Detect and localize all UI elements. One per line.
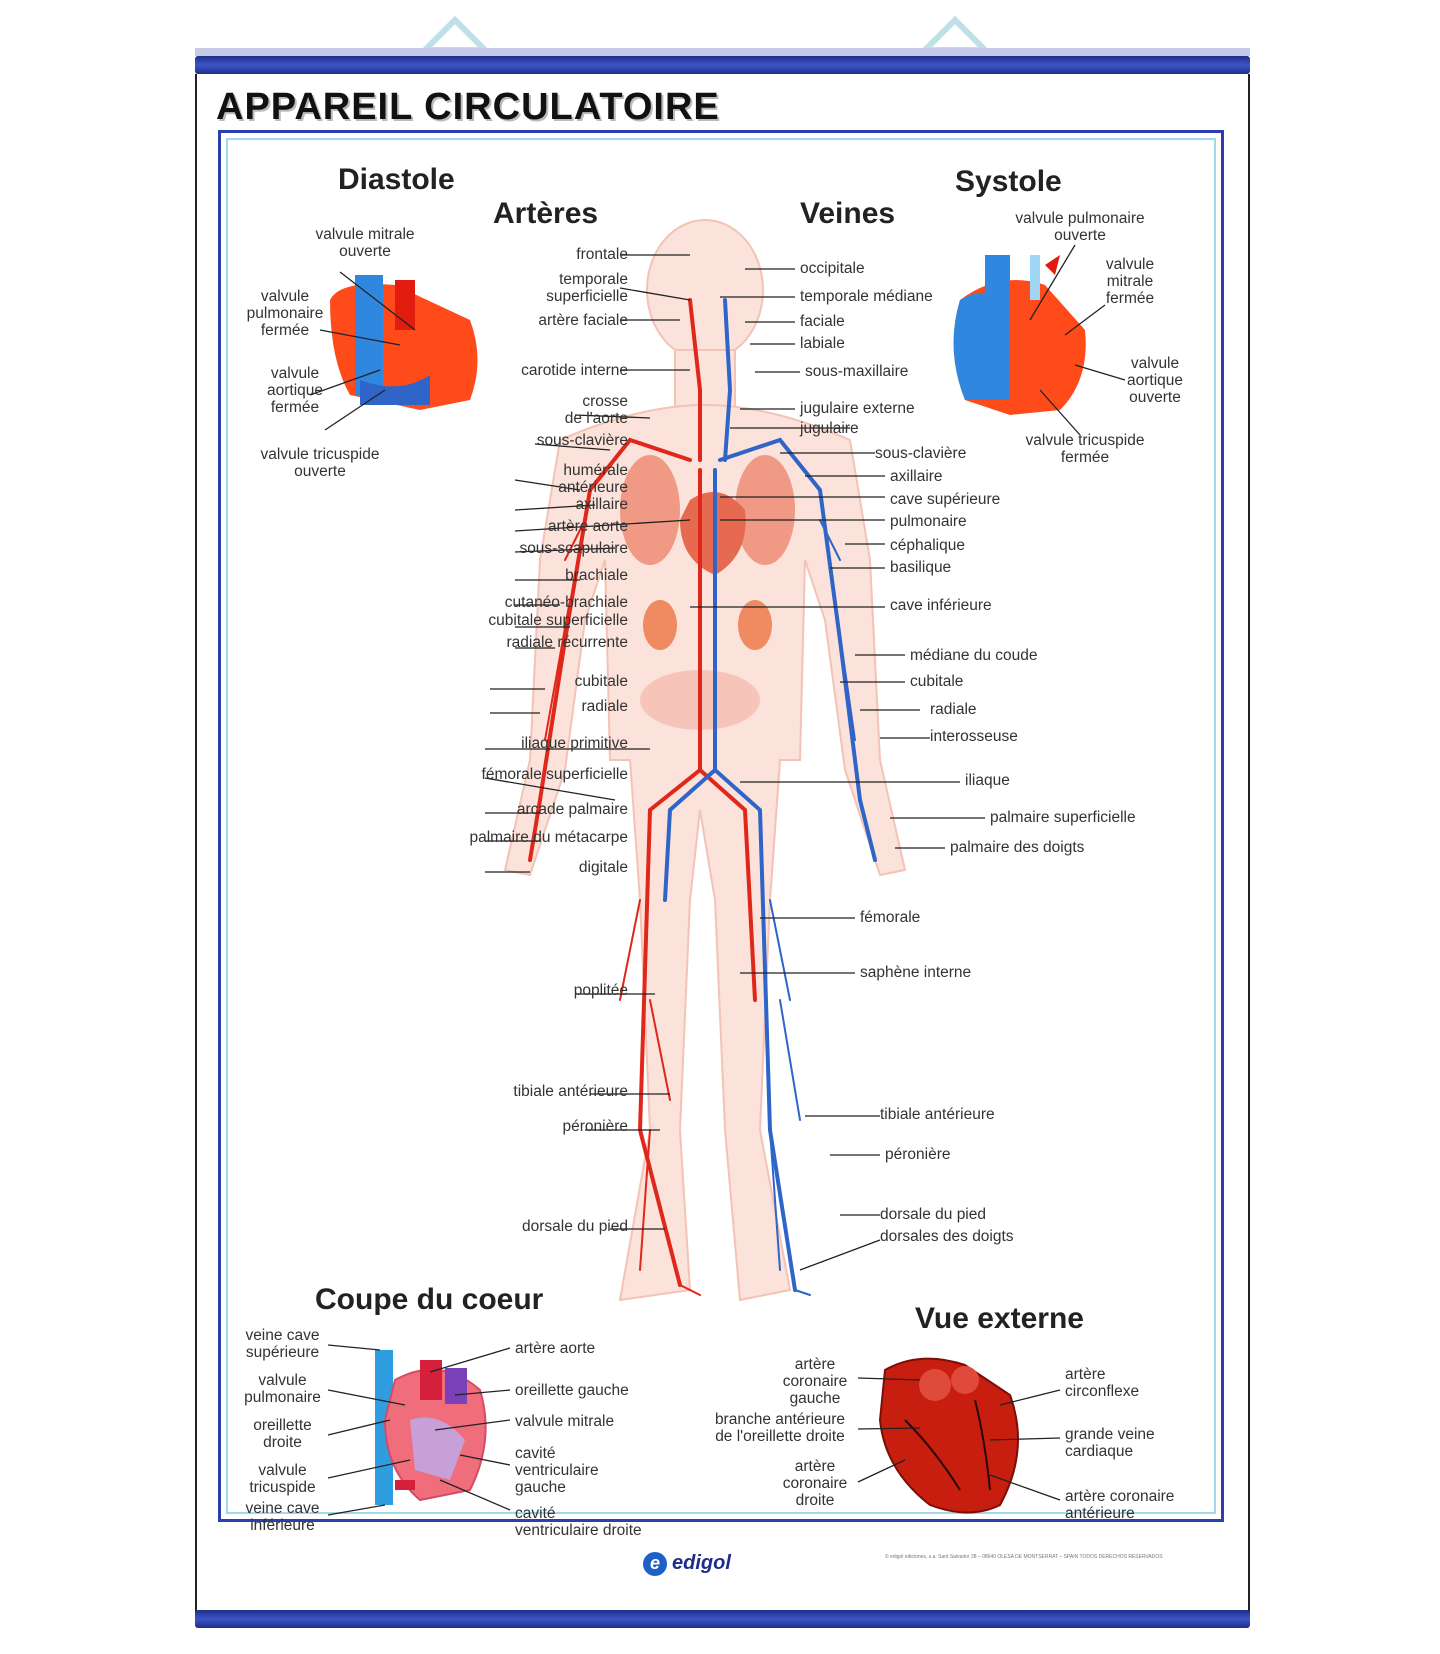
artery-labels-9: artère aorte bbox=[547, 518, 628, 535]
vue-right-2: grande veine cardiaque bbox=[1065, 1426, 1155, 1460]
vein-labels-17: radiale bbox=[930, 701, 977, 718]
artery-labels-8: axillaire bbox=[575, 496, 628, 513]
artery-labels-10: sous-scapulaire bbox=[519, 540, 628, 557]
artery-labels-21: digitale bbox=[578, 859, 628, 876]
artery-labels-15: cubitale bbox=[574, 673, 628, 690]
artery-labels-22: poplitée bbox=[573, 982, 628, 999]
section-diastole: Diastole bbox=[338, 163, 455, 196]
vue-right-3: artère coronaire antérieure bbox=[1065, 1488, 1175, 1522]
artery-labels-16: radiale bbox=[581, 698, 628, 715]
diastole-labels-1: valvule mitrale ouverte bbox=[315, 226, 415, 260]
section-veines: Veines bbox=[800, 197, 896, 230]
coupe-left-4: valvule tricuspide bbox=[249, 1462, 316, 1496]
vue-left-3: artère coronaire droite bbox=[782, 1458, 848, 1509]
vue-left-2: branche antérieure de l'oreillette droite bbox=[714, 1411, 846, 1445]
body-silhouette bbox=[505, 220, 905, 1300]
vein-labels-18: interosseuse bbox=[930, 728, 1018, 745]
systole-labels-3: valvule aortique ouverte bbox=[1126, 355, 1183, 406]
artery-labels-18: fémorale superficielle bbox=[481, 766, 628, 783]
vein-labels-3: faciale bbox=[800, 313, 845, 330]
section-vue: Vue externe bbox=[915, 1302, 1084, 1335]
vein-labels-27: dorsales des doigts bbox=[880, 1228, 1014, 1245]
coupe-right-1: artère aorte bbox=[515, 1340, 596, 1357]
brand-name: edigol bbox=[672, 1552, 731, 1574]
vein-labels-20: palmaire superficielle bbox=[990, 809, 1136, 826]
vein-labels-5: sous-maxillaire bbox=[805, 363, 909, 380]
vein-labels-2: temporale médiane bbox=[800, 288, 933, 305]
artery-labels-3: artère faciale bbox=[538, 312, 628, 329]
artery-labels-11: brachiale bbox=[565, 567, 628, 584]
diastole-labels-4: valvule tricuspide ouverte bbox=[260, 446, 380, 480]
artery-labels-17: iliaque primitive bbox=[521, 735, 628, 752]
vein-labels-16: cubitale bbox=[910, 673, 964, 690]
diastole-labels-2: valvule pulmonaire fermée bbox=[246, 288, 324, 339]
vein-labels-13: basilique bbox=[890, 559, 952, 576]
artery-labels-13: cubitale superficielle bbox=[488, 612, 628, 629]
vein-labels-19: iliaque bbox=[965, 772, 1010, 789]
artery-labels-4: carotide interne bbox=[521, 362, 628, 379]
section-arteres: Artères bbox=[493, 197, 599, 230]
vein-labels-10: cave supérieure bbox=[890, 491, 1001, 508]
diastole-heart-illustration bbox=[330, 275, 478, 410]
artery-labels-20: palmaire du métacarpe bbox=[469, 829, 628, 846]
edigol-logo-icon: e bbox=[643, 1552, 667, 1576]
page-title: APPAREIL CIRCULATOIRE bbox=[216, 86, 720, 128]
vue-left-1: artère coronaire gauche bbox=[782, 1356, 848, 1407]
vein-labels-14: cave inférieure bbox=[890, 597, 992, 614]
artery-labels-6: sous-clavière bbox=[536, 432, 628, 449]
vein-labels-11: pulmonaire bbox=[890, 513, 967, 530]
vein-labels-1: occipitale bbox=[800, 260, 865, 277]
coupe-right-3: valvule mitrale bbox=[515, 1413, 615, 1430]
section-coupe: Coupe du coeur bbox=[315, 1283, 544, 1316]
artery-labels-24: péronière bbox=[562, 1118, 628, 1135]
coupe-right-5: cavité ventriculaire droite bbox=[515, 1505, 642, 1539]
coupe-right-4: cavité ventriculaire gauche bbox=[515, 1445, 599, 1496]
vein-labels-23: saphène interne bbox=[860, 964, 972, 981]
coupe-heart-illustration bbox=[375, 1350, 486, 1505]
vein-labels-9: axillaire bbox=[890, 468, 943, 485]
vein-labels-22: fémorale bbox=[860, 909, 921, 926]
vue-right-1: artère circonflexe bbox=[1065, 1366, 1140, 1400]
section-systole: Systole bbox=[955, 165, 1062, 198]
coupe-left-3: oreillette droite bbox=[253, 1417, 312, 1451]
vein-labels-24: tibiale antérieure bbox=[880, 1106, 995, 1123]
vein-labels-25: péronière bbox=[885, 1146, 951, 1163]
coupe-left-2: valvule pulmonaire bbox=[244, 1372, 321, 1406]
artery-labels-19: arcade palmaire bbox=[516, 801, 628, 818]
coupe-left-1: veine cave supérieure bbox=[245, 1327, 320, 1361]
artery-labels-7: humérale antérieure bbox=[558, 462, 628, 496]
vein-labels-26: dorsale du pied bbox=[880, 1206, 986, 1223]
copyright-text: © edigol ediciones, s.a. Sant Salvador 28 – 08640 OLESA DE MONTSERRAT – SPAIN TODOS DERECHOS RESERVADOS bbox=[885, 1554, 1163, 1560]
systole-labels-4: valvule tricuspide fermée bbox=[1025, 432, 1145, 466]
artery-labels-1: frontale bbox=[576, 246, 628, 263]
vein-labels-15: médiane du coude bbox=[910, 647, 1038, 664]
artery-labels-23: tibiale antérieure bbox=[513, 1083, 628, 1100]
vein-labels-8: sous-clavière bbox=[875, 445, 967, 462]
artery-labels-5: crosse de l'aorte bbox=[564, 393, 628, 427]
vein-labels-21: palmaire des doigts bbox=[950, 839, 1085, 856]
vein-labels-6: jugulaire externe bbox=[800, 400, 915, 417]
artery-labels-12: cutanéo-brachiale bbox=[504, 594, 628, 611]
artery-labels-2: temporale superficielle bbox=[546, 271, 628, 305]
systole-labels-2: valvule mitrale fermée bbox=[1105, 256, 1155, 307]
artery-labels-25: dorsale du pied bbox=[522, 1218, 628, 1235]
vue-heart-illustration bbox=[880, 1359, 1018, 1513]
vein-labels-7: jugulaire bbox=[800, 420, 859, 437]
vein-labels-12: céphalique bbox=[890, 537, 965, 554]
diastole-labels-3: valvule aortique fermée bbox=[266, 365, 323, 416]
coupe-left-5: veine cave inférieure bbox=[245, 1500, 320, 1534]
coupe-right-2: oreillette gauche bbox=[515, 1382, 629, 1399]
systole-labels-1: valvule pulmonaire ouverte bbox=[1015, 210, 1145, 244]
artery-labels-14: radiale récurrente bbox=[506, 634, 628, 651]
vein-labels-4: labiale bbox=[800, 335, 845, 352]
